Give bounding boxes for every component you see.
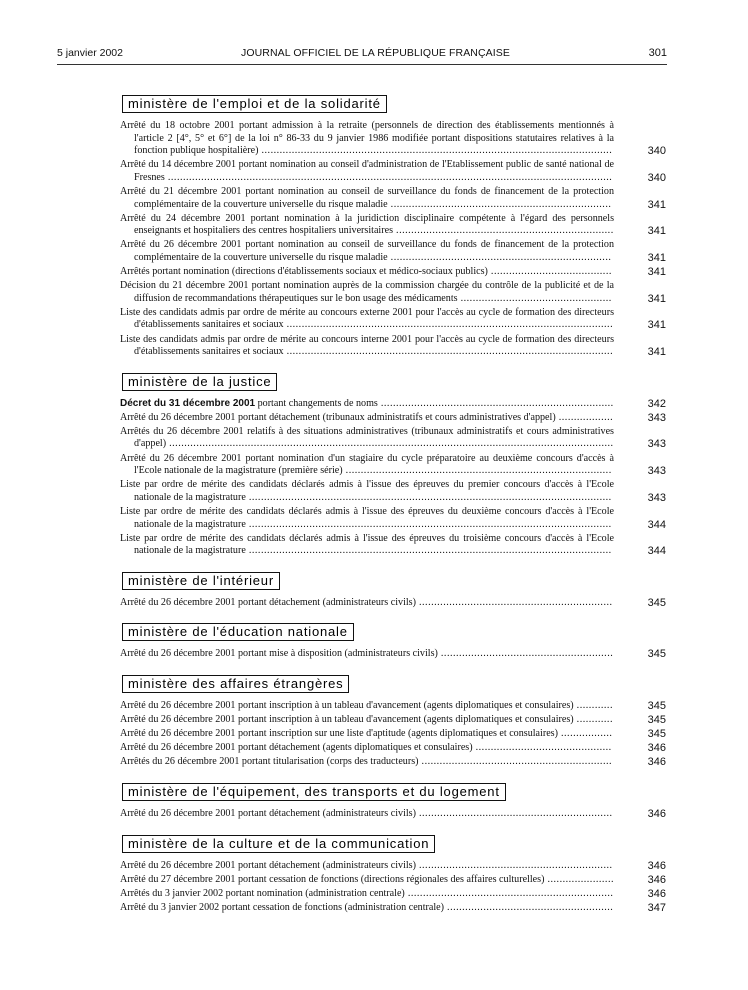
toc-entry-title: Arrêté du 26 décembre 2001 portant nomination au conseil de surveillance du fonds de financement de la protection complémentaire de la couverture universelle du risque maladie (120, 239, 614, 263)
toc-entry[interactable] (120, 533, 666, 558)
toc-entry-text (120, 280, 614, 305)
ministry-title: ministère des affaires étrangères (122, 675, 349, 693)
toc-entry-page: 346 (647, 887, 666, 900)
toc-entry-text (120, 888, 614, 901)
toc-entry[interactable] (120, 334, 666, 359)
dot-leader: ........................................................................................................................ (245, 545, 612, 557)
dot-leader: .................................................................................................................... (258, 145, 613, 157)
toc-entry-title: portant changements de noms (255, 397, 378, 409)
toc-entry-page: 347 (647, 901, 666, 914)
toc-entry-text (120, 239, 614, 264)
toc-entry-text (120, 714, 614, 727)
toc-entry-title: Arrêté du 26 décembre 2001 portant inscription à un tableau d'avancement (agents diplomatiques et consulaires) (120, 714, 574, 726)
toc-entry-page: 344 (647, 545, 666, 558)
toc-entry-page: 343 (647, 438, 666, 451)
issue-date: 5 janvier 2002 (57, 47, 123, 59)
toc-entry-text (120, 426, 614, 451)
toc-entry[interactable] (120, 902, 666, 915)
ministry-title: ministère de l'éducation nationale (122, 623, 354, 641)
dot-leader: ................................................................ (415, 596, 613, 608)
dot-leader: ........................................................................................ (342, 465, 612, 477)
table-of-contents (120, 95, 666, 928)
toc-entry-page: 341 (647, 319, 666, 332)
dot-leader: ............................................................................. (377, 397, 614, 409)
dot-leader: ................................................................................................................................................... (164, 171, 613, 183)
ministry-section (120, 675, 666, 769)
dot-leader: ....................................................... (444, 901, 614, 913)
toc-entry[interactable] (120, 756, 666, 769)
toc-entry-page: 341 (647, 266, 666, 279)
dot-leader: .................. (555, 411, 614, 423)
toc-entry-page: 340 (647, 145, 666, 158)
toc-entry[interactable] (120, 700, 666, 713)
ministry-title: ministère de l'intérieur (122, 572, 280, 590)
page-header (57, 47, 667, 63)
toc-entry[interactable] (120, 398, 666, 411)
toc-entry-page: 341 (647, 225, 666, 238)
toc-entry-title: Arrêté du 24 décembre 2001 portant nomination à la juridiction disciplinaire compétente à l'égard des personnels enseignants et hospitaliers des centres hospitaliers universitaires (120, 212, 614, 237)
toc-entry[interactable] (120, 874, 666, 887)
dot-leader: ............ (573, 700, 613, 711)
toc-entry-text (120, 334, 614, 359)
dot-leader: ......................................................................... (387, 198, 612, 210)
toc-entry-page: 345 (647, 700, 666, 712)
dot-leader: ...................... (544, 873, 614, 885)
toc-entry-title: Arrêté du 26 décembre 2001 portant inscription à un tableau d'avancement (agents diplomatiques et consulaires) (120, 700, 574, 711)
dot-leader: ................................................................ (415, 807, 613, 819)
toc-entry[interactable] (120, 186, 666, 211)
toc-entry-text (120, 533, 614, 558)
dot-leader: ................................................................................................................................................... (166, 438, 614, 450)
toc-entry-title: Arrêté du 21 décembre 2001 portant nomination au conseil de surveillance du fonds de financement de la protection complémentaire de la couverture universelle du risque maladie (120, 185, 614, 210)
toc-entry-title: Arrêté du 26 décembre 2001 portant mise à disposition (administrateurs civils) (120, 648, 438, 660)
toc-entry-title: Arrêtés du 26 décembre 2001 portant titularisation (corps des traducteurs) (120, 756, 419, 768)
toc-entry-page: 345 (647, 596, 666, 609)
page-number: 301 (648, 47, 667, 59)
toc-entry-title: Arrêtés du 3 janvier 2002 portant nomination (administration centrale) (120, 887, 405, 899)
toc-entry-text (120, 902, 614, 915)
toc-entry[interactable] (120, 728, 666, 741)
toc-entry[interactable] (120, 808, 666, 821)
dot-leader: ................................................................ (415, 859, 613, 871)
toc-entry-title: Arrêté du 26 décembre 2001 portant détachement (administrateurs civils) (120, 807, 416, 819)
toc-entry-page: 343 (647, 491, 666, 504)
dot-leader: ............................................................................................................ (283, 346, 614, 358)
toc-entry-text (120, 398, 614, 411)
dot-leader: ........................................................................ (393, 225, 614, 237)
dot-leader: ................. (557, 728, 613, 740)
toc-entry-page: 341 (647, 346, 666, 359)
toc-entry-text (120, 266, 614, 279)
toc-entry-page: 341 (647, 198, 666, 211)
toc-entry-title: Arrêté du 26 décembre 2001 portant détachement (administrateurs civils) (120, 859, 416, 871)
toc-entry[interactable] (120, 860, 666, 873)
toc-entry-page: 345 (647, 714, 666, 727)
header-rule (57, 64, 667, 65)
toc-entry[interactable] (120, 266, 666, 279)
toc-entry-text (120, 506, 614, 531)
toc-entry-page: 343 (647, 411, 666, 424)
toc-entry[interactable] (120, 714, 666, 727)
ministry-section (120, 95, 666, 359)
toc-entry[interactable] (120, 597, 666, 610)
toc-entry-text (120, 120, 614, 158)
toc-entry-title: Arrêté du 27 décembre 2001 portant cessation de fonctions (directions régionales des affaires culturelles) (120, 873, 545, 885)
toc-entry[interactable] (120, 239, 666, 264)
dot-leader: ........................................................................................................................ (245, 518, 612, 530)
toc-entry-title: Arrêté du 3 janvier 2002 portant cessation de fonctions (administration centrale) (120, 901, 445, 913)
toc-entry-text (120, 213, 614, 238)
toc-entry-page: 346 (647, 756, 666, 769)
toc-entry-text (120, 700, 614, 713)
ministry-section (120, 572, 666, 610)
toc-entry-title: Arrêté du 26 décembre 2001 portant détachement (administrateurs civils) (120, 596, 416, 608)
toc-entry-title: Arrêtés portant nomination (directions d'établissements sociaux et médico-sociaux publics) (120, 266, 488, 278)
toc-entry-title: Arrêté du 26 décembre 2001 portant nomination d'un stagiaire du cycle préparatoire au deuxième concours d'accès à l'Ecole nationale de la magistrature (première série) (120, 452, 614, 477)
toc-entry-page: 345 (647, 648, 666, 661)
toc-entry-title: Arrêté du 26 décembre 2001 portant détachement (agents diplomatiques et consulaires) (120, 742, 473, 754)
toc-entry[interactable] (120, 453, 666, 478)
toc-entry-text (120, 479, 614, 504)
toc-entry-page: 346 (647, 807, 666, 820)
ministry-title: ministère de l'équipement, des transports et du logement (122, 783, 506, 801)
toc-entry-page: 345 (647, 728, 666, 741)
toc-entry[interactable] (120, 479, 666, 504)
dot-leader: ............................................................... (418, 756, 613, 768)
toc-entry-title: Liste des candidats admis par ordre de mérite au concours externe 2001 pour l'accès au cycle de formation des directeurs d'établissements sanitaires et sociaux (120, 306, 614, 331)
toc-entry-title: Liste par ordre de mérite des candidats déclarés admis à l'issue des épreuves du premier concours d'accès à l'Ecole nationale de la magistrature (120, 479, 614, 503)
ministry-section (120, 783, 666, 821)
toc-entry[interactable] (120, 742, 666, 755)
journal-title: JOURNAL OFFICIEL DE LA RÉPUBLIQUE FRANÇAISE (241, 47, 510, 59)
toc-entry[interactable] (120, 120, 666, 158)
ministry-section (120, 373, 666, 558)
toc-entry-page: 346 (647, 742, 666, 755)
toc-entry[interactable] (120, 307, 666, 332)
toc-entry[interactable] (120, 888, 666, 901)
toc-entry-text (120, 159, 614, 184)
toc-entry[interactable] (120, 426, 666, 451)
dot-leader: ......................................................... (437, 648, 614, 660)
ministry-section (120, 623, 666, 661)
toc-entry-text (120, 412, 614, 425)
toc-entry-text (120, 756, 614, 769)
toc-entry-title: Liste par ordre de mérite des candidats déclarés admis à l'issue des épreuves du troisième concours d'accès à l'Ecole nationale de la magistrature (120, 532, 614, 557)
dot-leader: ............................................................................................................ (283, 319, 614, 331)
toc-entry-text (120, 307, 614, 332)
toc-entry-page: 343 (647, 465, 666, 478)
ministry-title: ministère de la culture et de la communication (122, 835, 435, 853)
toc-entry[interactable] (120, 506, 666, 531)
ministry-section (120, 835, 666, 915)
toc-entry-text (120, 742, 614, 755)
toc-entry-page: 344 (647, 518, 666, 531)
dot-leader: ........................................ (487, 266, 612, 278)
dot-leader: ........................................................................................................................ (245, 491, 612, 503)
toc-entry-page: 342 (647, 397, 666, 410)
dot-leader: ......................................................................... (387, 251, 612, 263)
toc-entry-page: 340 (647, 171, 666, 184)
dot-leader: .................................................. (457, 292, 612, 304)
toc-entry-text (120, 728, 614, 741)
toc-entry-text (120, 453, 614, 478)
toc-entry-page: 346 (647, 873, 666, 886)
ministry-title: ministère de la justice (122, 373, 277, 391)
toc-entry-title: Liste des candidats admis par ordre de mérite au concours interne 2001 pour l'accès au cycle de formation des directeurs d'établissements sanitaires et sociaux (120, 333, 614, 358)
dot-leader: ............ (573, 714, 613, 726)
toc-entry-page: 341 (647, 292, 666, 305)
toc-entry-title: Décision du 21 décembre 2001 portant nomination auprès de la commission chargée du contrôle de la publicité et de la diffusion de recommandations thérapeutiques sur le bon usage des médicaments (120, 280, 614, 304)
toc-entry-text (120, 186, 614, 211)
toc-entry-page: 346 (647, 859, 666, 872)
toc-entry-bold-title: Décret du 31 décembre 2001 (120, 397, 256, 409)
toc-entry-page: 341 (647, 251, 666, 264)
toc-entry-text (120, 808, 614, 821)
ministry-title: ministère de l'emploi et de la solidarité (122, 95, 387, 113)
toc-entry-title: Arrêtés du 26 décembre 2001 relatifs à des situations administratives (tribunaux administratifs et cours administratives d'appel) (120, 425, 614, 450)
toc-entry-text (120, 648, 614, 661)
toc-entry-text (120, 597, 614, 610)
toc-entry-title: Arrêté du 18 octobre 2001 portant admission à la retraite (personnels de direction des établissements mentionnés à l'article 2 [4°, 5° et 6°] de la loi n° 86-33 du 9 janvier 1986 modifiée portant dispositions statutaires relatives à la fonction publique hospitalière) (120, 120, 614, 157)
toc-entry[interactable] (120, 213, 666, 238)
dot-leader: .................................................................... (404, 887, 614, 899)
toc-entry-title: Arrêté du 14 décembre 2001 portant nomination au conseil d'administration de l'Etablissement public de santé national de Fresnes (120, 159, 614, 183)
toc-entry-title: Arrêté du 26 décembre 2001 portant inscription sur une liste d'aptitude (agents diplomatiques et consulaires) (120, 728, 558, 740)
dot-leader: ............................................. (472, 742, 612, 754)
toc-entry-title: Liste par ordre de mérite des candidats déclarés admis à l'issue des épreuves du deuxième concours d'accès à l'Ecole nationale de la magistrature (120, 505, 614, 530)
toc-entry[interactable] (120, 159, 666, 184)
toc-entry-text (120, 860, 614, 873)
toc-entry[interactable] (120, 412, 666, 425)
toc-entry-text (120, 874, 614, 887)
toc-entry[interactable] (120, 648, 666, 661)
toc-entry[interactable] (120, 280, 666, 305)
toc-entry-title: Arrêté du 26 décembre 2001 portant détachement (tribunaux administratifs et cours administratives d'appel) (120, 411, 556, 423)
